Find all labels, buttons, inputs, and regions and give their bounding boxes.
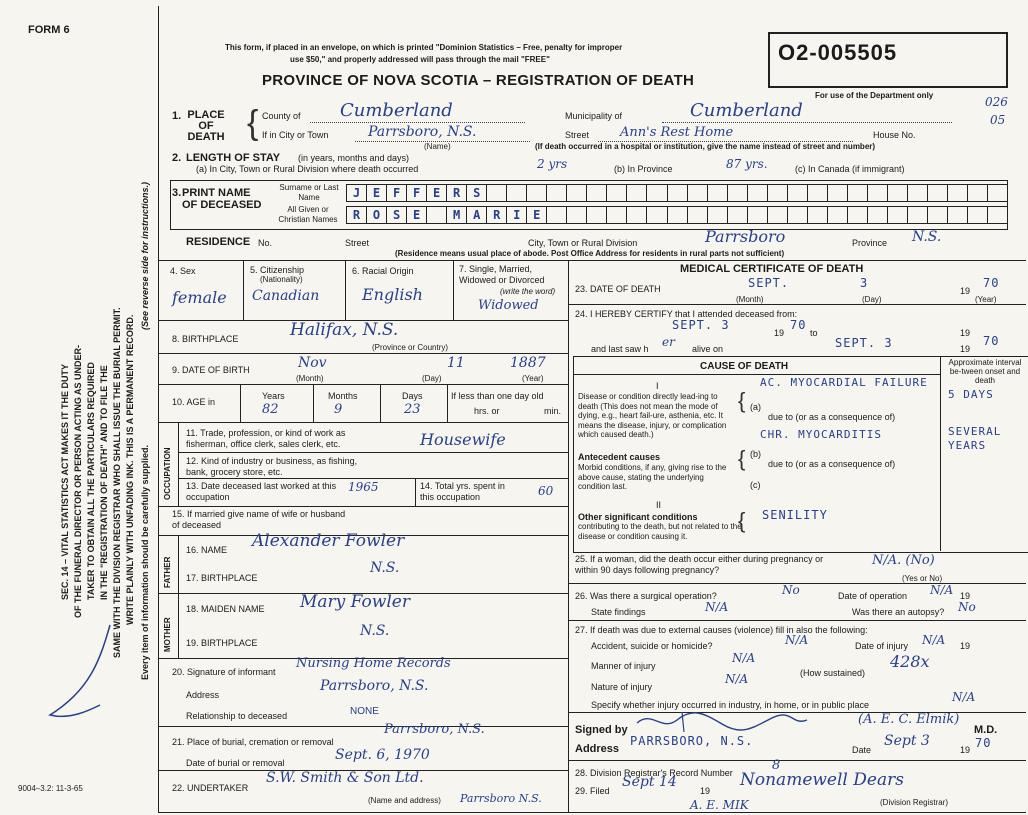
signed-prefix: 19 — [960, 745, 971, 755]
given-cell — [828, 207, 848, 223]
occupation-label: OCCUPATION — [163, 447, 172, 500]
divider-506 — [158, 506, 568, 507]
given-cell — [567, 207, 587, 223]
surname-cell — [988, 185, 1007, 201]
s19-label: 19. BIRTHPLACE — [186, 638, 258, 648]
s13-label: 13. Date deceased last worked at this occupation — [186, 481, 337, 502]
s24-last-h: er — [662, 335, 675, 349]
s1-city-value: Parrsboro, N.S. — [368, 124, 477, 140]
s29-value: Sept 14 — [622, 774, 677, 790]
s24-prefix: 19 — [960, 328, 971, 338]
given-cell: A — [467, 207, 487, 223]
surname-cell — [567, 185, 587, 201]
s1-num: 1. — [172, 110, 182, 122]
surname-cell: F — [407, 185, 427, 201]
s23-month-cap: (Month) — [736, 295, 764, 304]
s21-date-label: Date of burial or removal — [186, 758, 285, 768]
divider — [178, 422, 179, 506]
s1-municipality-value: Cumberland — [690, 100, 803, 121]
s10-days-label: Days — [402, 391, 423, 401]
s2-b-label: (b) In Province — [614, 164, 673, 174]
s27-specify-label: Specify whether injury occurred in industry, in home, or in public place — [591, 700, 869, 710]
s24-from: SEPT. 3 — [672, 318, 730, 332]
s1-hospital-note: (If death occurred in a hospital or institution, give the name instead of street and number) — [535, 142, 876, 151]
given-cell — [808, 207, 828, 223]
s10-hrs: hrs. or — [474, 406, 500, 416]
given-cell — [668, 207, 688, 223]
surname-cell: R — [447, 185, 467, 201]
s20-rel-label: Relationship to deceased — [186, 711, 288, 721]
divider-353 — [158, 353, 568, 354]
s20-value: Nursing Home Records — [296, 656, 451, 671]
s20-addr: Parrsboro, N.S. — [320, 678, 429, 694]
surname-cell — [627, 185, 647, 201]
given-cell — [748, 207, 768, 223]
given-cell: O — [367, 207, 387, 223]
s1-county-label: County of — [262, 111, 301, 121]
divider — [447, 384, 448, 422]
divider — [345, 260, 346, 320]
s12-label: 12. Kind of industry or business, as fishing, bank, grocery store, etc. — [186, 456, 358, 477]
s1-municipality-label: Municipality of — [565, 111, 623, 121]
signed-address-label: Address — [575, 743, 620, 755]
given-cell — [728, 207, 748, 223]
surname-cell — [868, 185, 888, 201]
s24-to-prefix: 19 — [774, 328, 785, 338]
surname-cell — [708, 185, 728, 201]
s27-accident: N/A — [785, 633, 809, 647]
given-cell: I — [507, 207, 527, 223]
cause-other-label: Other significant conditions — [578, 512, 698, 522]
surname-cell — [848, 185, 868, 201]
signed-name: (A. E. C. Elmik) — [858, 712, 960, 727]
s20-rel: NONE — [350, 706, 379, 717]
s11-label: 11. Trade, profession, or kind of work as fisherman, office clerk, sales clerk, etc. — [186, 428, 346, 449]
s2-num: 2. — [172, 152, 182, 164]
s28-value: 8 — [772, 758, 781, 773]
divider — [380, 384, 381, 422]
s1-street-label: Street — [565, 130, 590, 140]
divider-260 — [158, 260, 1026, 261]
s29-registrar: Nonamewell Dears — [740, 770, 904, 790]
given-cell — [627, 207, 647, 223]
residence-note: (Residence means usual place of abode. Post Office Address for residents in rural parts not sufficient) — [395, 249, 785, 258]
s3-given-label: All Given or Christian Names — [278, 205, 338, 224]
med-title: MEDICAL CERTIFICATE OF DEATH — [680, 263, 864, 275]
given-cell: S — [387, 207, 407, 223]
residence-street-label: Street — [345, 238, 370, 248]
cause-due-2: due to (or as a consequence of) — [768, 459, 896, 469]
given-cell — [788, 207, 808, 223]
surname-cell: J — [347, 185, 367, 201]
given-cell — [888, 207, 908, 223]
s29-reg-cap: (Division Registrar) — [880, 798, 949, 807]
s24-to-label: to — [810, 328, 818, 338]
s24-alive-date: SEPT. 3 — [835, 336, 893, 350]
given-cell — [688, 207, 708, 223]
s2-c-label: (c) In Canada (if immigrant) — [795, 164, 905, 174]
surname-cell — [888, 185, 908, 201]
surname-cell — [487, 185, 507, 201]
dept-use-label: For use of the Department only — [815, 91, 934, 100]
side-pen-mark — [40, 620, 120, 730]
divider-760 — [568, 760, 1026, 761]
divider-452 — [178, 452, 568, 453]
s8-sub: (Province or Country) — [372, 343, 449, 352]
envelope-note-2: use $50," and properly addressed will pass through the mail "FREE" — [290, 55, 550, 64]
surname-cell — [948, 185, 968, 201]
surname-cell — [527, 185, 547, 201]
residence-province-label: Province — [852, 238, 888, 248]
surname-cell — [728, 185, 748, 201]
s3-given-cells — [346, 206, 1008, 224]
side-text-5: SAME WITH THE DIVISION REGISTRAR WHO SHALL ISSUE THE BURIAL PERMIT. — [112, 307, 122, 658]
s17-label: 17. BIRTHPLACE — [186, 573, 258, 583]
s27-date-label: Date of injury — [855, 641, 909, 651]
s10-label: 10. AGE in — [172, 397, 216, 407]
signed-year: 70 — [975, 736, 992, 750]
s2-a-value: 2 yrs — [537, 157, 568, 171]
s22-addr: Parrsboro N.S. — [460, 792, 542, 805]
s5-value: Canadian — [252, 288, 320, 304]
surname-cell — [688, 185, 708, 201]
s23-day: 3 — [860, 276, 869, 290]
s1-name-caption: (Name) — [424, 142, 451, 151]
signed-date-label: Date — [852, 745, 872, 755]
s27-manner: N/A — [732, 651, 756, 665]
side-text-1: SEC. 14 – VITAL STATISTICS ACT MAKES IT THE DUTY — [60, 363, 70, 600]
s27-specify: N/A — [952, 690, 976, 704]
s18-label: 18. MAIDEN NAME — [186, 604, 265, 614]
surname-cell: E — [427, 185, 447, 201]
cause-roman-2: II — [656, 500, 662, 510]
s3-num: 3. — [172, 187, 182, 199]
given-cell — [968, 207, 988, 223]
dept-code-1: 026 — [985, 95, 1008, 109]
s24-last-label: and last saw h — [591, 344, 649, 354]
divider — [453, 260, 454, 320]
s5-sub: (Nationality) — [260, 275, 303, 284]
s3-surname-label: Surname or Last Name — [279, 183, 339, 202]
surname-cell — [587, 185, 607, 201]
s27-manner-label: Manner of injury — [591, 661, 656, 671]
given-cell — [587, 207, 607, 223]
s26-label: 26. Was there a surgical operation? — [575, 591, 717, 601]
given-cell: E — [527, 207, 547, 223]
s27-sustained: (How sustained) — [800, 668, 866, 678]
s27-accident-label: Accident, suicide or homicide? — [591, 641, 713, 651]
surname-cell: E — [367, 185, 387, 201]
form-label: FORM 6 — [28, 24, 70, 36]
s25-value: N/A. (No) — [872, 553, 935, 568]
divider — [178, 535, 179, 593]
surname-cell — [908, 185, 928, 201]
s9-year-cap: (Year) — [522, 374, 544, 383]
s10-years-label: Years — [262, 391, 285, 401]
s25-label: 25. If a woman, did the death occur either during pregnancy or within 90 days following pregnancy? — [575, 554, 824, 575]
surname-cell — [928, 185, 948, 201]
s10-months: 9 — [334, 402, 343, 417]
s27-label: 27. If death was due to external causes (violence) fill in also the following: — [575, 625, 868, 635]
surname-cell — [507, 185, 527, 201]
surname-cell — [748, 185, 768, 201]
s21-date: Sept. 6, 1970 — [335, 747, 430, 763]
s1-county-line — [310, 122, 525, 123]
signed-label: Signed by — [575, 724, 628, 736]
dept-code-2: 05 — [990, 113, 1006, 127]
side-text-3: TAKER TO OBTAIN ALL THE PARTICULARS REQUIRED — [86, 362, 96, 600]
s26-findings-label: State findings — [591, 607, 646, 617]
given-cell: M — [447, 207, 467, 223]
cause-due-1: due to (or as a consequence of) — [768, 412, 896, 422]
divider-478 — [178, 478, 568, 479]
given-cell — [988, 207, 1007, 223]
cause-bracket: { — [738, 388, 746, 413]
s10-min: min. — [544, 406, 562, 416]
s21-value: Parrsboro, N.S. — [384, 722, 485, 737]
cause-interval-label: Approximate interval be-tween onset and death — [948, 358, 1022, 385]
s17-value: N.S. — [370, 560, 400, 576]
given-cell — [928, 207, 948, 223]
cause-other-note: contributing to the death, but not related to the disease or condition causing it. — [578, 522, 742, 541]
s22-label: 22. UNDERTAKER — [172, 783, 249, 793]
interval-divider — [940, 356, 941, 551]
surname-cell — [768, 185, 788, 201]
s23-label: 23. DATE OF DEATH — [575, 284, 661, 294]
mother-label: MOTHER — [163, 617, 172, 652]
signed-md: M.D. — [974, 724, 998, 736]
divider-620 — [568, 620, 1026, 621]
s4-value: female — [172, 288, 227, 307]
s27-nature: N/A — [725, 672, 749, 686]
s1-county-value: Cumberland — [340, 100, 453, 121]
s26-autopsy: No — [958, 600, 976, 614]
middle-divider — [568, 260, 569, 812]
s1-street-value: Ann's Rest Home — [620, 125, 734, 140]
s13-value: 1965 — [348, 480, 379, 494]
divider — [313, 384, 314, 422]
surname-cell — [607, 185, 627, 201]
residence-city-value: Parrsboro — [705, 227, 786, 246]
s26-prefix: 19 — [960, 591, 971, 601]
s22-value: S.W. Smith & Son Ltd. — [266, 770, 424, 786]
s23-year: 70 — [983, 276, 1000, 290]
s9-year: 1887 — [510, 355, 546, 371]
s24-prefix-2: 19 — [960, 344, 971, 354]
divider — [178, 593, 179, 658]
s6-label: 6. Racial Origin — [352, 266, 414, 276]
s29-label: 29. Filed — [575, 786, 610, 796]
s23-month: SEPT. — [748, 276, 790, 290]
s27-prefix: 19 — [960, 641, 971, 651]
residence-label: RESIDENCE — [186, 236, 251, 248]
side-text-8: Every item of information should be carefully supplied. — [140, 444, 150, 680]
side-text-2: OF THE FUNERAL DIRECTOR OR PERSON ACTING AS UNDER- — [73, 344, 83, 618]
divider — [415, 478, 416, 506]
s10-months-label: Months — [328, 391, 358, 401]
given-cell: E — [407, 207, 427, 223]
cause-b-interval: SEVERAL YEARS — [948, 425, 1002, 452]
surname-cell — [647, 185, 667, 201]
residence-no-label: No. — [258, 238, 273, 248]
given-cell — [547, 207, 567, 223]
given-cell — [868, 207, 888, 223]
s1-municipality-line — [662, 122, 952, 123]
given-cell — [647, 207, 667, 223]
surname-cell — [808, 185, 828, 201]
s14-value: 60 — [538, 484, 554, 498]
given-cell — [607, 207, 627, 223]
cause-bracket-2: { — [738, 446, 746, 471]
father-label: FATHER — [163, 556, 172, 588]
residence-city-label: City, Town or Rural Division — [528, 238, 638, 248]
s22-sub: (Name and address) — [368, 796, 441, 805]
footer-code: 9004–3.2: 11-3-65 — [18, 784, 83, 793]
s21-label: 21. Place of burial, cremation or removal — [172, 737, 334, 747]
given-cell: R — [347, 207, 367, 223]
divider-726 — [158, 726, 568, 727]
s7-label: 7. Single, Married, Widowed or Divorced — [459, 264, 545, 285]
side-text-6: WRITE PLAINLY WITH UNFADING INK. THIS IS A PERMANENT RECORD. — [125, 314, 135, 625]
s3-surname-cells — [346, 184, 1008, 202]
s24-alive-year: 70 — [983, 334, 1000, 348]
cause-antecedent-label: Antecedent causes — [578, 452, 661, 462]
s26-value: No — [782, 583, 800, 597]
cause-a-interval: 5 DAYS — [948, 388, 994, 401]
signed-date: Sept 3 — [884, 733, 930, 749]
surname-cell — [547, 185, 567, 201]
s24-from-year: 70 — [790, 318, 807, 332]
s8-label: 8. BIRTHPLACE — [172, 334, 239, 344]
s1-label: PLACE OF DEATH — [187, 109, 225, 143]
s9-day-cap: (Day) — [422, 374, 442, 383]
divider-304 — [568, 304, 1026, 305]
s1-bracket: { — [247, 104, 259, 142]
bottom-note: A. E. MIK — [690, 798, 749, 812]
s2-label: LENGTH OF STAY — [186, 152, 281, 164]
cause-direct-label: Disease or condition directly lead-ing to death (This does not mean the mode of dying, e.g., heart fail-ure, asthenia, etc. It means the disease, injury, or complication which caused death.) — [578, 392, 727, 439]
s2-a-label: (a) In City, Town or Rural Division where death occurred — [196, 164, 419, 174]
s24-label: 24. I HEREBY CERTIFY that I attended deceased from: — [575, 309, 798, 319]
given-cell — [427, 207, 447, 223]
s23-year-cap: (Year) — [975, 295, 997, 304]
s25-cap: (Yes or No) — [902, 574, 943, 583]
cause-other-value: SENILITY — [762, 508, 828, 522]
form-left-border — [158, 6, 159, 812]
s8-value: Halifax, N.S. — [290, 320, 399, 340]
s20-num-label: 20. Signature of informant — [172, 667, 276, 677]
reg-number: O2-005505 — [778, 40, 898, 65]
s9-day: 11 — [447, 355, 465, 371]
divider — [243, 260, 244, 320]
s6-value: English — [362, 285, 423, 304]
s26-findings: N/A — [705, 600, 729, 614]
cause-b: (b) — [750, 449, 761, 459]
s20-addr-label: Address — [186, 690, 220, 700]
surname-cell — [828, 185, 848, 201]
divider-384 — [158, 384, 568, 385]
s29-prefix: 19 — [700, 786, 711, 796]
envelope-note-1: This form, if placed in an envelope, on which is printed "Dominion Statistics – Free, penalty for improper — [225, 43, 623, 52]
side-text-7: (See reverse side for instructions.) — [140, 181, 150, 330]
s16-label: 16. NAME — [186, 545, 228, 555]
residence-province-value: N.S. — [912, 229, 942, 245]
s2-label-note: (in years, months and days) — [298, 153, 410, 163]
surname-cell: S — [467, 185, 487, 201]
s7-value: Widowed — [478, 298, 539, 313]
given-cell — [908, 207, 928, 223]
s27-nature-label: Nature of injury — [591, 682, 653, 692]
cause-c: (c) — [750, 480, 761, 490]
surname-cell: F — [387, 185, 407, 201]
cause-a: (a) — [750, 402, 761, 412]
divider-422 — [158, 422, 568, 423]
s24-alive: alive on — [692, 344, 724, 354]
s14-label: 14. Total yrs. spent in this occupation — [420, 481, 505, 502]
doctor-signature — [632, 708, 812, 734]
given-cell — [848, 207, 868, 223]
cause-antecedent-note: Morbid conditions, if any, giving rise to the above cause, stating the underlying condition last. — [578, 463, 727, 491]
cause-bracket-3: { — [738, 508, 746, 533]
cause-a-value: AC. MYOCARDIAL FAILURE — [760, 376, 928, 389]
s4-label: 4. Sex — [170, 266, 196, 276]
cause-b-value: CHR. MYOCARDITIS — [760, 428, 882, 441]
s1-city-label: If in City or Town — [262, 130, 329, 140]
s16-value: Alexander Fowler — [252, 531, 405, 551]
s26-date: N/A — [930, 583, 954, 597]
page-title: PROVINCE OF NOVA SCOTIA – REGISTRATION OF DEATH — [262, 72, 695, 89]
form-bottom-border — [158, 812, 1026, 813]
s26-date-label: Date of operation — [838, 591, 908, 601]
given-cell — [768, 207, 788, 223]
given-cell — [948, 207, 968, 223]
s23-prefix: 19 — [960, 286, 971, 296]
s2-b-value: 87 yrs. — [726, 157, 768, 171]
s1-house-label: House No. — [873, 130, 916, 140]
s3-label: PRINT NAME OF DECEASED — [182, 187, 262, 211]
surname-cell — [968, 185, 988, 201]
s5-label: 5. Citizenship — [250, 265, 305, 275]
s23-day-cap: (Day) — [862, 295, 882, 304]
s15-label: 15. If married give name of wife or husband of deceased — [172, 509, 346, 530]
cause-roman-1: I — [656, 381, 659, 391]
surname-cell — [788, 185, 808, 201]
s10-years: 82 — [262, 402, 279, 417]
surname-cell — [668, 185, 688, 201]
s10-days: 23 — [404, 402, 421, 417]
s7-sub: (write the word) — [500, 287, 556, 296]
divider — [240, 384, 241, 422]
s9-label: 9. DATE OF BIRTH — [172, 365, 250, 375]
s27-date: N/A — [922, 633, 946, 647]
side-text-4: IN THE "REGISTRATION OF DEATH" AND TO FILE THE — [99, 365, 109, 600]
s19-value: N.S. — [360, 623, 390, 639]
s9-month-cap: (Month) — [296, 374, 324, 383]
signed-address: PARRSBORO, N.S. — [630, 734, 754, 748]
cause-title: CAUSE OF DEATH — [700, 361, 789, 372]
s9-month: Nov — [298, 355, 327, 371]
s28-label: 28. Division Registrar's Record Number — [575, 768, 733, 778]
given-cell — [708, 207, 728, 223]
given-cell: R — [487, 207, 507, 223]
s11-value: Housewife — [420, 430, 506, 449]
s10-lt-label: If less than one day old — [451, 391, 544, 401]
s27-code: 428x — [890, 652, 930, 671]
s18-value: Mary Fowler — [300, 592, 410, 612]
cause-title-line — [573, 374, 940, 375]
s26-autopsy-label: Was there an autopsy? — [852, 607, 945, 617]
